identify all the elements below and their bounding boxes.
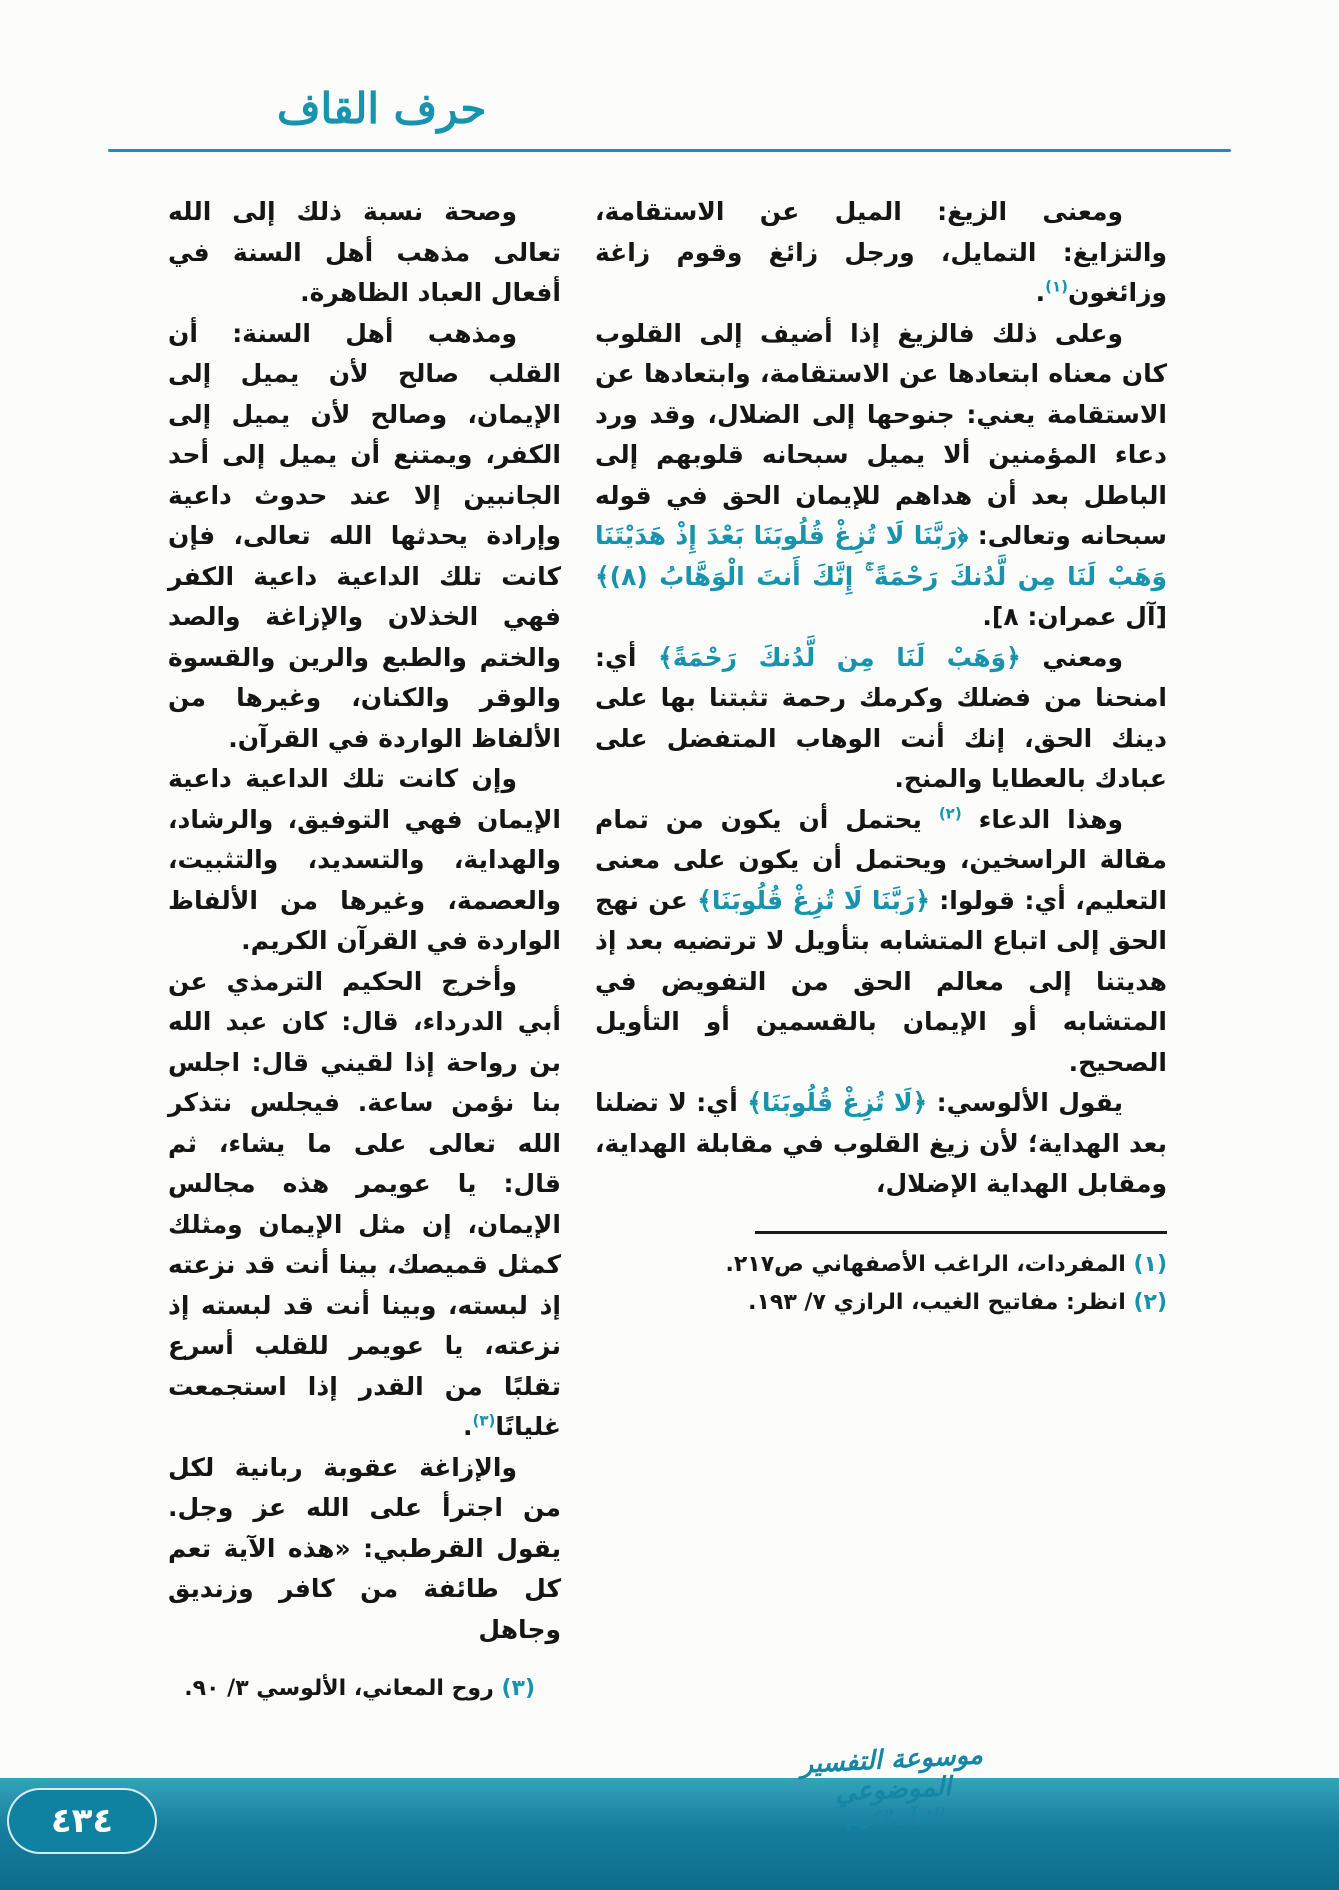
body-text: [آل عمران: ٨]. [982,602,1167,631]
quran-verse: ﴿لَا تُزِغْ قُلُوبَنَا﴾ [747,1088,928,1117]
footnote-text: المفردات، الراغب الأصفهاني ص٢١٧. [725,1251,1126,1277]
paragraph [168,759,561,962]
page-header [0,0,1339,133]
page-content [0,152,1339,1738]
footnote-text: روح المعاني، الألوسي ٣/ ٩٠. [184,1676,494,1701]
body-text: ومعنى الزيغ: الميل عن الاستقامة، والتزايغ: التمايل، ورجل زائغ وقوم زاغة وزائغون [595,197,1167,307]
body-text: . [462,1412,473,1441]
paragraph [595,192,1167,314]
footnote [595,1246,1167,1285]
body-text: عن نهج الحق إلى اتباع المتشابه بتأويل لا ترتضيه بعد إذ هديتنا إلى معالم الحق من التفويض في المتشابه أو الإيمان بالقسمين أو التأويل الصحيح. [595,885,1167,1077]
paragraph [168,1448,561,1651]
publisher-emblem [771,1740,1015,1834]
quran-verse: ﴿رَبَّنَا لَا تُزِغْ قُلُوبَنَا بَعْدَ إِذْ هَدَيْتَنَا وَهَبْ لَنَا مِن لَّدُنكَ رَحْمَةً ۚ إِنَّكَ أَنتَ الْوَهَّابُ (٨)﴾ [595,521,1167,591]
body-text: وصحة نسبة ذلك إلى الله تعالى مذهب أهل السنة في أفعال العباد الظاهرة. [168,197,561,307]
paragraph [168,192,561,314]
footnote-ref: (١) [1045,277,1068,296]
footer-band [0,1778,1339,1890]
footnote-ref: (٢) [938,804,962,823]
footnote-separator [755,1231,1167,1234]
body-text: والإزاغة عقوبة ربانية لكل من اجترأ على الله عز وجل. يقول القرطبي: «هذه الآية تعم كل طائفة من كافر وزنديق وجاهل [168,1452,561,1644]
body-text: ومعني [1020,642,1124,672]
column-left [168,192,561,1709]
footnote-text: انظر: مفاتيح الغيب، الرازي ٧/ ١٩٣. [748,1290,1126,1315]
paragraph [595,638,1167,800]
footnote [168,1670,535,1709]
chapter-title: حرف القاف [277,84,487,133]
footnote-number: (٣) [493,1676,535,1701]
quran-verse: ﴿وَهَبْ لَنَا مِن لَّدُنكَ رَحْمَةً﴾ [658,642,1021,672]
body-text: أي: لا تضلنا بعد الهداية؛ لأن زيغ القلوب في مقابلة الهداية، ومقابل الهداية الإضلال، [595,1088,1167,1198]
publisher-emblem-title: موسوعة التفسير الموضوعي [799,1740,984,1809]
page-number: ٤٣٤ [7,1788,157,1854]
body-text: ومذهب أهل السنة: أن القلب صالح لأن يميل إلى الإيمان، وصالح لأن يميل إلى الكفر، ويمتنع أن يميل إلى أحد الجانبين إلا عند حدوث داعية وإرادة يحدثها الله تعالى، فإن كانت تلك الداعية داعية الكفر فهي الخذلان والإزاغة والصد والختم والطبع والرين والقسوة والوقر والكنان، وغيرها من الألفاظ الواردة في القرآن. [168,318,561,753]
quran-verse: ﴿رَبَّنَا لَا تُزِغْ قُلُوبَنَا﴾ [697,885,930,915]
paragraph [595,314,1167,638]
footnote-number: (١) [1125,1251,1167,1277]
publisher-emblem-subtitle: للقرآن الكريم [845,1805,944,1831]
body-text: . [1035,278,1046,307]
footnote-ref: (٣) [472,1411,496,1430]
paragraph [595,800,1167,1084]
body-text: يحتمل أن يكون من تمام مقالة الراسخين، ويحتمل أن يكون على معنى التعليم، أي: قولوا: [595,804,1167,915]
body-text: وهذا الدعاء [961,804,1123,834]
body-text: يقول الألوسي: [927,1088,1123,1117]
column-right-paragraphs [595,192,1167,1205]
column-left-footnotes [168,1670,561,1709]
paragraph [168,962,561,1448]
body-text: وإن كانت تلك الداعية داعية الإيمان فهي التوفيق، والرشاد، والهداية، والتسديد، والتثبيت، والعصمة، وغيرها من الألفاظ الواردة في القرآن الكريم. [168,764,561,955]
body-text: أي: امنحنا من فضلك وكرمك رحمة تثبتنا بها على دينك الحق، إنك أنت الوهاب المتفضل على عبادك بالعطايا والمنح. [595,642,1167,793]
paragraph [595,1083,1167,1205]
footnote-number: (٢) [1125,1290,1167,1315]
column-left-paragraphs [168,192,561,1650]
footnote [595,1284,1167,1323]
paragraph [168,314,561,760]
column-right-footnotes [595,1246,1167,1323]
body-text: وأخرج الحكيم الترمذي عن أبي الدرداء، قال: كان عبد الله بن رواحة إذا لقيني قال: اجلس بنا نؤمن ساعة. فيجلس نتذكر الله تعالى على ما يشاء، ثم قال: يا عويمر هذه مجالس الإيمان، إن مثل الإيمان ومثلك كمثل قميصك، بينا أنت قد نزعته إذ لبسته، وبينا أنت قد لبسته إذ نزعته، يا عويمر للقلب أسرع تقلبًا من القدر إذا استجمعت غليانًا [168,966,561,1441]
body-text: وعلى ذلك فالزيغ إذا أضيف إلى القلوب كان معناه ابتعادها عن الاستقامة، وابتعادها عن الاستقامة يعني: جنوحها إلى الضلال، وقد ورد دعاء المؤمنين ألا يميل سبحانه قلوبهم إلى الباطل بعد أن هداهم للإيمان الحق في قوله سبحانه وتعالى: [595,318,1167,550]
column-right [595,192,1167,1323]
